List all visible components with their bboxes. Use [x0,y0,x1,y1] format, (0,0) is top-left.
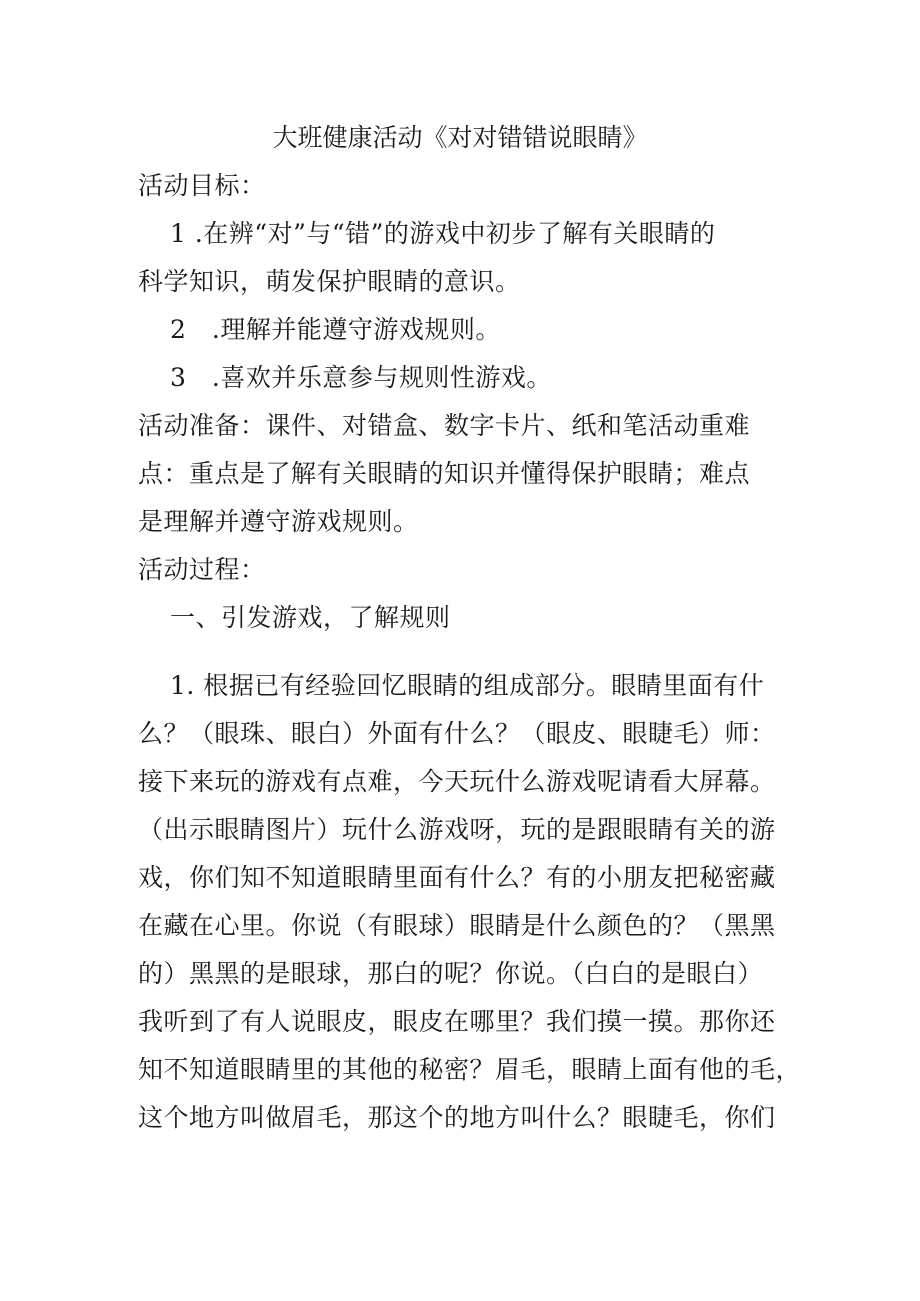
goal-3: 3 .喜欢并乐意参与规则性游戏。 [170,363,552,392]
process-step-1-heading: 一、引发游戏，了解规则 [170,603,451,632]
paragraph-line-8: 我听到了有人说眼皮，眼皮在哪里？我们摸一摸。那你还 [138,1007,776,1036]
paragraph-line-10: 这个地方叫做眉毛，那这个的地方叫什么？眼睫毛，你们 [138,1103,776,1132]
paragraph-line-2: 么？（眼珠、眼白）外面有什么？（眼皮、眼睫毛）师： [138,719,776,748]
paragraph-line-3: 接下来玩的游戏有点难，今天玩什么游戏呢请看大屏幕。 [138,767,776,796]
section-heading-process: 活动过程： [138,555,266,584]
document-title: 大班健康活动《对对错错说眼睛》 [272,123,648,152]
paragraph-line-7: 的）黑黑的是眼球，那白的呢？你说。（白白的是眼白） [138,959,764,988]
goal-1-line-2: 科学知识，萌发保护眼睛的意识。 [138,267,521,296]
goal-1-line-1: 1 .在辨“对”与“错”的游戏中初步了解有关眼睛的 [170,219,716,248]
paragraph-line-9: 知不知道眼睛里的其他的秘密？眉毛，眼睛上面有他的毛， [138,1055,802,1084]
section-heading-goals: 活动目标： [138,171,266,200]
goal-2: 2 .理解并能遵守游戏规则。 [170,315,501,344]
paragraph-line-1: 1. 根据已有经验回忆眼睛的组成部分。眼睛里面有什 [170,671,765,700]
preparation-line-2: 点：重点是了解有关眼睛的知识并懂得保护眼睛；难点 [138,459,751,488]
paragraph-line-6: 在藏在心里。你说（有眼球）眼睛是什么颜色的？（黑黑 [138,911,776,940]
paragraph-line-4: （出示眼睛图片）玩什么游戏呀，玩的是跟眼睛有关的游 [138,815,776,844]
paragraph-line-5: 戏，你们知不知道眼睛里面有什么？有的小朋友把秘密藏 [138,863,776,892]
preparation-line-1: 活动准备：课件、对错盒、数字卡片、纸和笔活动重难 [138,411,751,440]
preparation-line-3: 是理解并遵守游戏规则。 [138,507,419,536]
